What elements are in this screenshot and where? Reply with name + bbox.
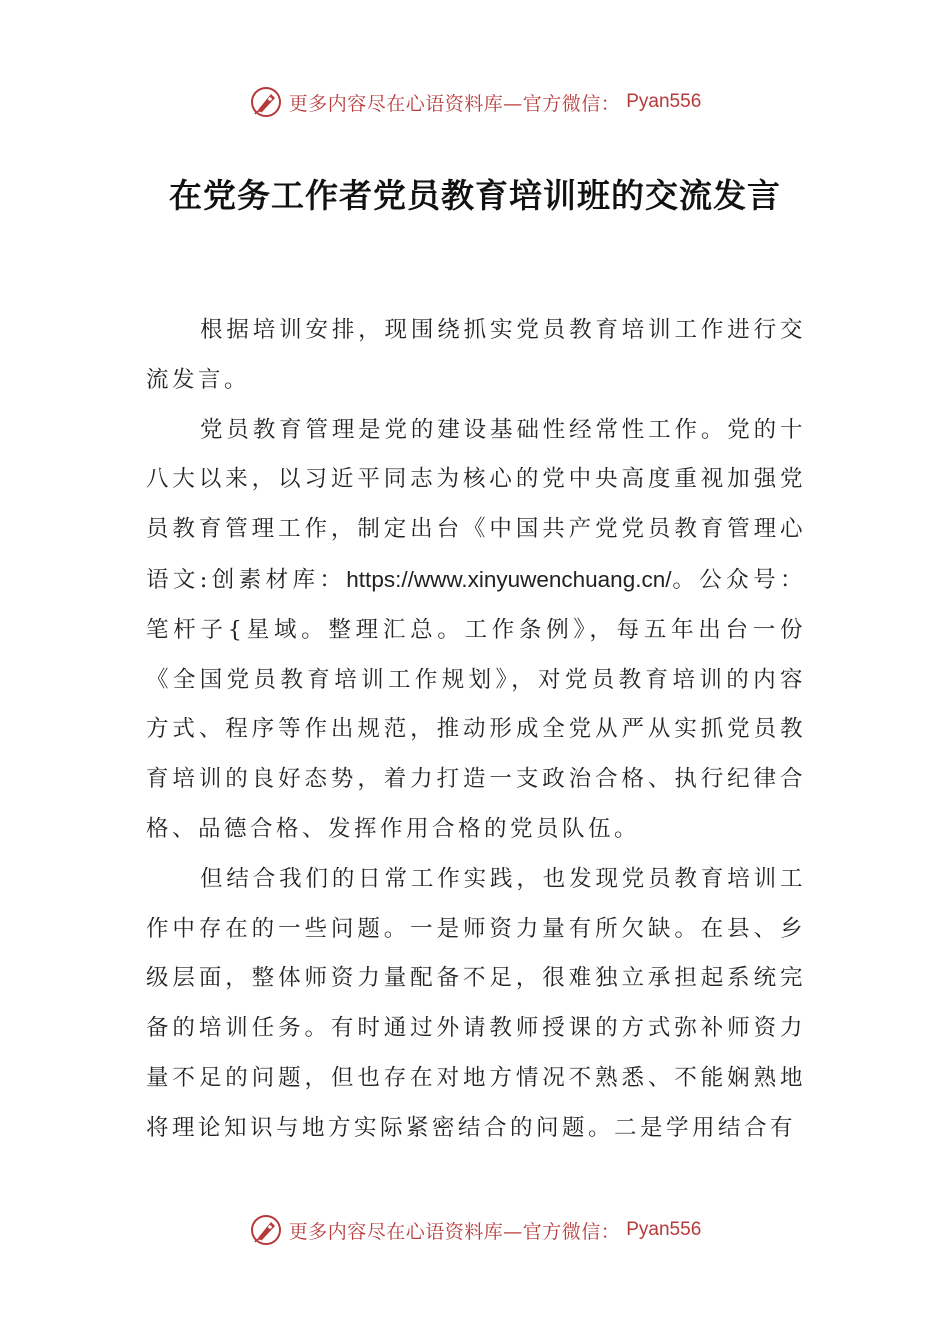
footer-banner — [0, 1210, 950, 1250]
document-body — [146, 306, 806, 1154]
document-title: 在党务工作者党员教育培训班的交流发言 — [169, 176, 781, 215]
paragraph-3: 但结合我们的日常工作实践，也发现党员教育培训工作中存在的一些问题。一是师资力量有所欠缺。在县、乡级层面，整体师资力量配备不足，很难独立承担起系统完备的培训任务。有时通过外请教师授课的方式弥补师资力量不足的问题，但也存在对地方情况不熟悉、不能娴熟地将理论知识与地方实际紧密结合的问题。二是学用结合有 — [146, 865, 806, 1141]
banner-text: 更多内容尽在心语资料库—官方微信： — [288, 1220, 621, 1243]
banner-wechat-id: Pyan556 — [626, 91, 702, 112]
pen-nib-icon — [249, 85, 283, 119]
header-banner — [0, 82, 950, 122]
paragraph-2-url: https://www.xinyuwenchuang.cn/ — [346, 566, 672, 592]
banner-text: 更多内容尽在心语资料库—官方微信： — [288, 92, 621, 115]
paragraph-2-text-b: 。公众号：笔杆子{星域。整理汇总。工作条例》，每五年出台一份《全国党员教育培训工作规划》，对党员教育培训的内容方式、程序等作出规范，推动形成全党从严从实抓党员教育培训的良好态势，着力打造一支政治合格、执行纪律合格、品德合格、发挥作用合格的党员队伍。 — [146, 566, 806, 842]
pen-nib-icon — [249, 1213, 283, 1247]
paragraph-1: 根据培训安排，现围绕抓实党员教育培训工作进行交流发言。 — [146, 317, 806, 393]
banner-wechat-id: Pyan556 — [626, 1219, 702, 1240]
paragraph-2 — [146, 406, 806, 855]
paragraph-2-text-a: 党员教育管理是党的建设基础性经常性工作。党的十八大以来，以习近平同志为核心的党中央高度重视加强党员教育管理工作，制定出台《中国共产党党员教育管理心语文:创素材库： — [146, 416, 806, 593]
